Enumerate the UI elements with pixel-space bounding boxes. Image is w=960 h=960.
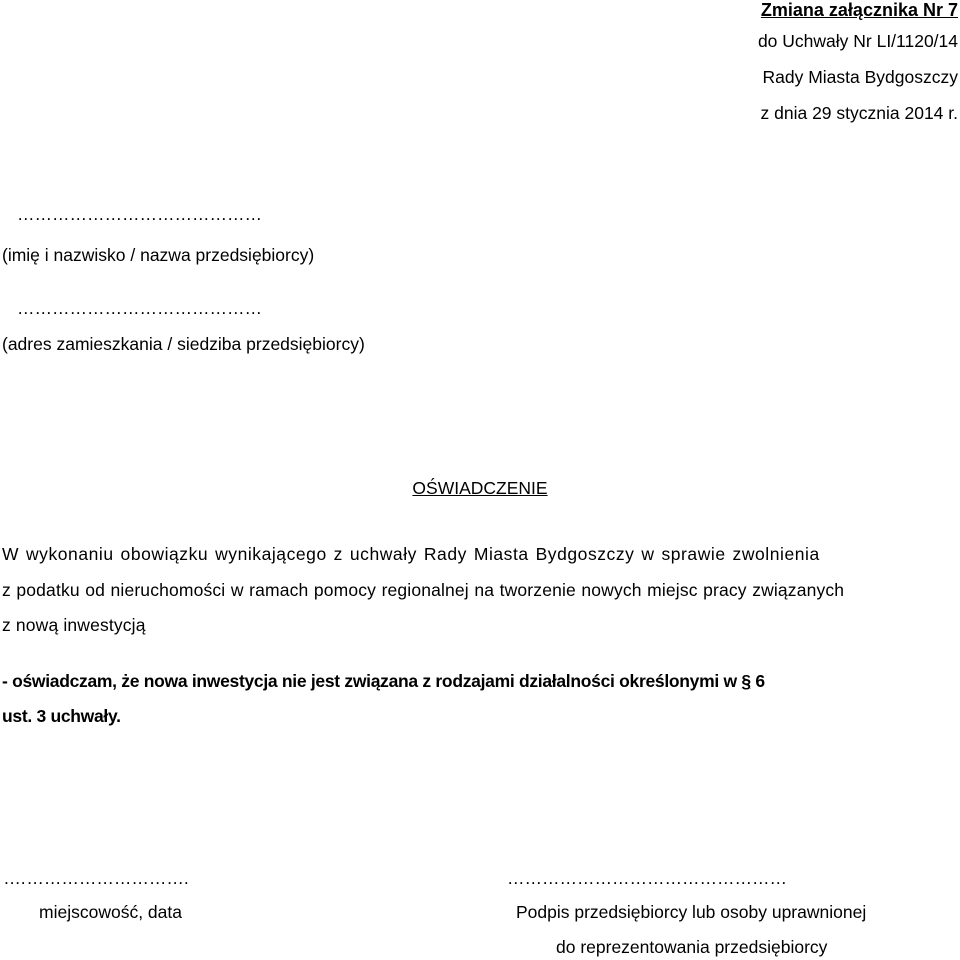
document-title-text: OŚWIADCZENIE <box>412 478 548 498</box>
resolution-date: z dnia 29 stycznia 2014 r. <box>760 103 958 123</box>
intro-line-3 <box>2 615 146 636</box>
intro-line-1-text: W wykonaniu obowiązku wynikającego z uchwały Rady Miasta Bydgoszczy w sprawie zwolnienia <box>2 544 820 564</box>
name-dotted-line: …………………………………… <box>17 204 262 224</box>
name-caption: (imię i nazwisko / nazwa przedsiębiorcy) <box>2 245 315 265</box>
resolution-number: do Uchwały Nr LI/1120/14 <box>757 31 958 51</box>
document-title <box>0 478 960 499</box>
attachment-title: Zmiana załącznika Nr 7 <box>760 0 958 20</box>
address-dotted-line: …………………………………… <box>17 298 262 318</box>
place-date-caption: miejscowość, data <box>39 902 182 922</box>
place-date-dotted-line: .…………………………. <box>4 868 189 888</box>
declaration-text-b: 6 <box>750 671 765 691</box>
council-name: Rady Miasta Bydgoszczy <box>762 67 958 87</box>
intro-line-1 <box>2 544 820 565</box>
declaration-line-1 <box>2 671 765 692</box>
signature-caption-line-1: Podpis przedsiębiorcy lub osoby uprawnionej <box>516 902 867 922</box>
declaration-line-2: ust. 3 uchwały. <box>2 706 121 726</box>
address-caption: (adres zamieszkania / siedziba przedsiębiorcy) <box>2 334 365 354</box>
intro-line-2-text: z podatku od nieruchomości w ramach pomocy regionalnej na tworzenie nowych miejsc pracy związanych <box>2 580 845 600</box>
signature-caption-line-2: do reprezentowania przedsiębiorcy <box>556 937 828 957</box>
declaration-text-a: - oświadczam, że nowa inwestycja nie jest związana z rodzajami działalności określonymi w <box>2 671 742 691</box>
signature-dotted-line: ………………………………………… <box>507 868 787 888</box>
intro-line-3-text: z nową inwestycją <box>2 615 146 635</box>
section-sign: § <box>741 671 751 691</box>
intro-line-2 <box>2 580 844 601</box>
